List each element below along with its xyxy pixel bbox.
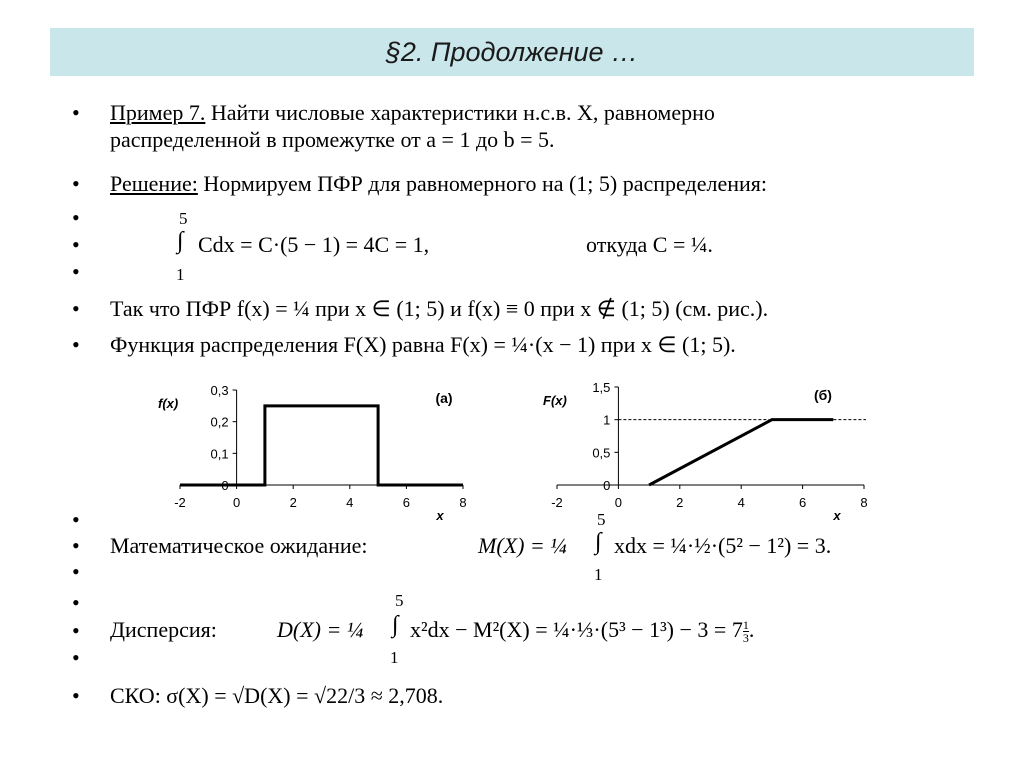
variance-label: Дисперсия:: [110, 617, 217, 642]
chart-pdf: [140, 375, 480, 525]
y-tick-label: 1,5: [592, 380, 611, 395]
example-label: Пример 7.: [110, 100, 206, 125]
example-text: Найти числовые характеристики н.с.в. X, равномерно: [205, 100, 715, 125]
pdf-line: Так что ПФР f(x) = ¼ при x ∈ (1; 5) и f(x) ≡ 0 при x ∉ (1; 5) (см. рис.).: [110, 296, 769, 321]
bullet: •: [72, 332, 80, 357]
integral-sign: ∫: [595, 529, 602, 555]
y-tick-label: 0,1: [210, 446, 229, 462]
x-tick-label: 4: [346, 495, 354, 510]
solution-label: Решение:: [110, 171, 198, 196]
chart-title: (б): [814, 387, 832, 403]
x-tick-label: 8: [860, 495, 868, 510]
example-line-2: распределенной в промежутке от a = 1 до b = 5.: [110, 127, 555, 152]
variance-upper-limit: 5: [395, 591, 404, 610]
x-tick-label: -2: [551, 495, 563, 510]
x-tick-label: 0: [614, 495, 623, 510]
x-tick-label: 6: [798, 495, 807, 510]
cdf-line: Функция распределения F(X) равна F(x) = ¼·(x − 1) при x ∈ (1; 5).: [110, 332, 736, 357]
series-line: [649, 420, 833, 485]
sko-line: СКО: σ(X) = √D(X) = √22/3 ≈ 2,708.: [110, 683, 444, 708]
x-tick-label: 2: [676, 495, 684, 510]
bullet: •: [72, 205, 80, 230]
fraction-numerator: 1: [742, 618, 749, 633]
variance-formula-end: [410, 616, 754, 644]
integral-lower-limit: 1: [176, 265, 185, 284]
chart-cdf: [525, 375, 885, 525]
mean-formula-end: xdx = ¼·½·(5² − 1²) = 3.: [614, 533, 832, 558]
mean-lower-limit: 1: [594, 565, 603, 584]
y-tick-label: 0,3: [210, 383, 229, 398]
y-tick-label: 0: [603, 478, 611, 493]
bullet: •: [72, 507, 80, 532]
x-axis-label: x: [833, 508, 841, 523]
mean-formula-start: M(X) = ¼: [478, 533, 567, 558]
y-tick-label: 0,2: [210, 414, 229, 430]
x-tick-label: 2: [289, 495, 297, 510]
bullet: •: [72, 533, 80, 558]
variance-formula-start: D(X) = ¼: [277, 617, 364, 642]
solution-text: Нормируем ПФР для равномерного на (1; 5) распределения:: [197, 171, 767, 196]
slide-title: §2. Продолжение …: [385, 36, 639, 67]
mean-label: Математическое ожидание:: [110, 533, 368, 558]
variance-period: .: [748, 617, 755, 642]
x-tick-label: 6: [402, 495, 411, 510]
x-axis-label: x: [436, 508, 444, 523]
x-tick-label: 0: [232, 495, 241, 510]
bullet: •: [72, 645, 80, 670]
chart-title: (а): [435, 390, 453, 406]
y-tick-label: 0: [221, 478, 229, 493]
integral-sign: ∫: [177, 228, 184, 254]
y-axis-label: F(x): [543, 393, 567, 408]
y-axis-label: f(x): [158, 396, 179, 411]
example-line-1: [110, 99, 978, 126]
x-tick-label: 8: [459, 495, 467, 510]
variance-lower-limit: 1: [390, 648, 399, 667]
bullet: •: [72, 232, 80, 257]
title-banner: [50, 28, 974, 76]
y-tick-label: 1: [603, 412, 611, 428]
mean-upper-limit: 5: [597, 510, 606, 529]
bullet: •: [72, 259, 80, 284]
integral-expression: Cdx = C·(5 − 1) = 4C = 1,: [198, 232, 430, 257]
bullet: •: [72, 296, 80, 321]
solution-line: [110, 170, 767, 197]
integral-sign: ∫: [392, 612, 399, 638]
bullet: •: [72, 100, 80, 125]
bullet: •: [72, 590, 80, 615]
bullet: •: [72, 559, 80, 584]
bullet: •: [72, 683, 80, 708]
integral-upper-limit: 5: [179, 209, 188, 228]
bullet: •: [72, 618, 80, 643]
bullet: •: [72, 171, 80, 196]
y-tick-label: 0,5: [592, 445, 611, 461]
integral-result: откуда C = ¼.: [586, 232, 713, 257]
x-tick-label: -2: [174, 495, 186, 510]
x-tick-label: 4: [737, 495, 745, 510]
fraction-denominator: 3: [742, 631, 749, 646]
variance-formula-body: x²dx − M²(X) = ¼·⅓·(5³ − 1³) − 3 = 7: [410, 617, 743, 642]
